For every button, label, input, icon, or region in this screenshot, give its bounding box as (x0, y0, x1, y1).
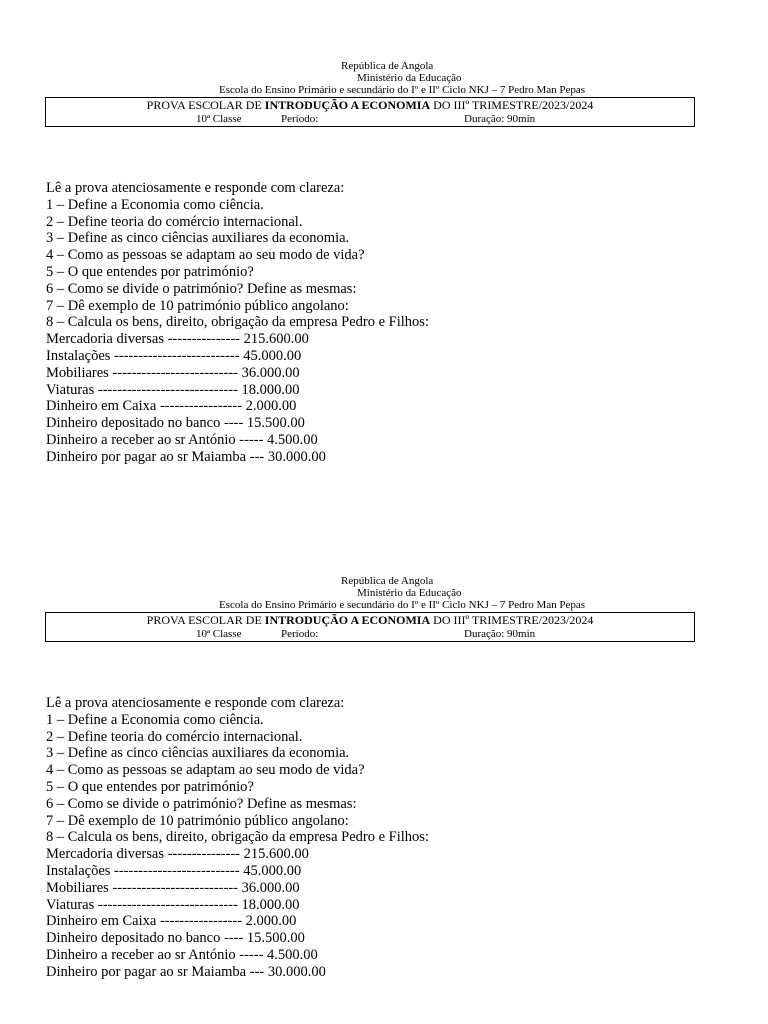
instructions: Lê a prova atenciosamente e responde com clareza: (46, 180, 345, 196)
period-label: Período: (281, 628, 319, 640)
item-row: Mobiliares -------------------------- 36.000.00 (46, 879, 300, 896)
exam-title-prefix: PROVA ESCOLAR DE (146, 613, 265, 627)
school-heading: Escola do Ensino Primário e secundário do Iº e IIº Ciclo NKJ – 7 Pedro Man Pepas (219, 84, 586, 96)
item-row: Dinheiro a receber ao sr António ----- 4.500.00 (46, 946, 318, 963)
exam-title-subject: INTRODUÇÃO A ECONOMIA (264, 613, 431, 627)
question-8: 8 – Calcula os bens, direito, obrigação da empresa Pedro e Filhos: (46, 314, 429, 331)
item-row: Dinheiro em Caixa ----------------- 2.000.00 (46, 913, 297, 930)
question-3: 3 – Define as cinco ciências auxiliares da economia. (46, 230, 350, 247)
period-label: Período: (281, 113, 319, 125)
item-row: Mobiliares -------------------------- 36.000.00 (46, 364, 300, 381)
exam-title (46, 98, 694, 112)
exam-title-suffix: DO IIIº TRIMESTRE/2023/2024 (430, 613, 594, 627)
item-row: Dinheiro depositado no banco ---- 15.500.00 (46, 415, 305, 432)
question-5: 5 – O que entendes por património? (46, 778, 254, 795)
item-row: Dinheiro a receber ao sr António ----- 4.500.00 (46, 431, 318, 448)
item-row: Mercadoria diversas --------------- 215.600.00 (46, 846, 309, 863)
class-label: 10ª Classe (196, 113, 242, 125)
exam-body (46, 180, 429, 466)
duration-label: Duração: 90min (464, 113, 536, 125)
question-1: 1 – Define a Economia como ciência. (46, 196, 264, 213)
exam-body (46, 695, 429, 981)
item-row: Dinheiro por pagar ao sr Maiamba --- 30.000.00 (46, 963, 326, 980)
republic-heading: República de Angola (341, 60, 434, 72)
republic-heading: República de Angola (341, 575, 434, 587)
question-2: 2 – Define teoria do comércio internacional. (46, 213, 303, 230)
question-6: 6 – Como se divide o património? Define as mesmas: (46, 795, 357, 812)
question-4: 4 – Como as pessoas se adaptam ao seu modo de vida? (46, 247, 365, 264)
question-8: 8 – Calcula os bens, direito, obrigação da empresa Pedro e Filhos: (46, 829, 429, 846)
question-6: 6 – Como se divide o património? Define as mesmas: (46, 280, 357, 297)
question-7: 7 – Dê exemplo de 10 património público angolano: (46, 297, 349, 314)
exam-title-prefix: PROVA ESCOLAR DE (146, 98, 265, 112)
duration-label: Duração: 90min (464, 628, 536, 640)
school-heading: Escola do Ensino Primário e secundário do Iº e IIº Ciclo NKJ – 7 Pedro Man Pepas (219, 599, 586, 611)
item-row: Instalações -------------------------- 45.000.00 (46, 862, 302, 879)
question-7: 7 – Dê exemplo de 10 património público angolano: (46, 812, 349, 829)
question-3: 3 – Define as cinco ciências auxiliares da economia. (46, 745, 350, 762)
question-2: 2 – Define teoria do comércio internacional. (46, 728, 303, 745)
item-row: Instalações -------------------------- 45.000.00 (46, 347, 302, 364)
class-label: 10ª Classe (196, 628, 242, 640)
question-1: 1 – Define a Economia como ciência. (46, 711, 264, 728)
exam-title (46, 613, 694, 627)
exam-title-subject: INTRODUÇÃO A ECONOMIA (264, 98, 431, 112)
item-row: Dinheiro depositado no banco ---- 15.500.00 (46, 930, 305, 947)
exam-info-box (45, 612, 695, 642)
instructions: Lê a prova atenciosamente e responde com clareza: (46, 695, 345, 711)
item-row: Viaturas ----------------------------- 18.000.00 (46, 381, 300, 398)
exam-title-suffix: DO IIIº TRIMESTRE/2023/2024 (430, 98, 594, 112)
ministry-heading: Ministério da Educação (357, 72, 462, 84)
item-row: Dinheiro por pagar ao sr Maiamba --- 30.000.00 (46, 448, 326, 465)
item-row: Dinheiro em Caixa ----------------- 2.000.00 (46, 398, 297, 415)
question-5: 5 – O que entendes por património? (46, 263, 254, 280)
exam-info-box (45, 97, 695, 127)
item-row: Viaturas ----------------------------- 18.000.00 (46, 896, 300, 913)
ministry-heading: Ministério da Educação (357, 587, 462, 599)
item-row: Mercadoria diversas --------------- 215.600.00 (46, 331, 309, 348)
question-4: 4 – Como as pessoas se adaptam ao seu modo de vida? (46, 762, 365, 779)
